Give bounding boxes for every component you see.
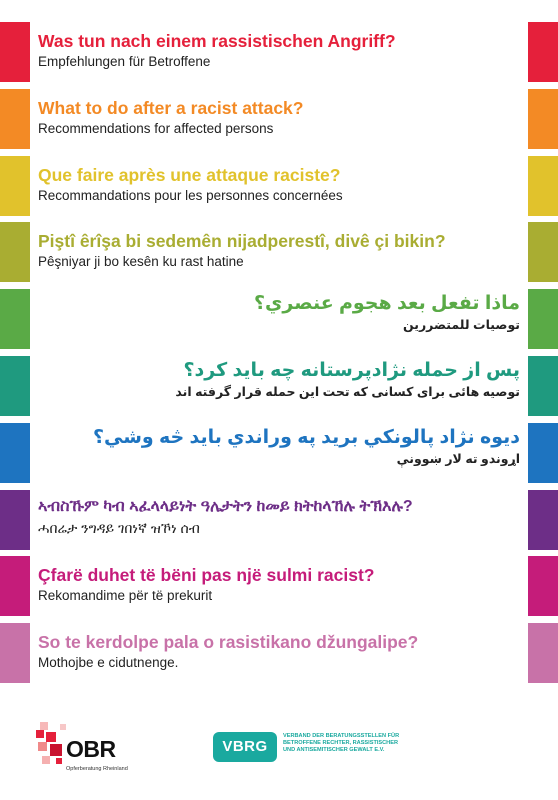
section-title: پس از حمله نژادپرستانه چه باید کرد؟ <box>183 360 520 381</box>
section-row <box>38 496 520 537</box>
color-bar-right <box>528 22 558 82</box>
color-bar-left <box>0 556 30 616</box>
logo-square <box>56 758 62 764</box>
logo-square <box>36 730 44 738</box>
color-bar-right <box>528 222 558 282</box>
vbrg-logo-description: VERBAND DER BERATUNGSSTELLEN FÜR BETROFFENE RECHTER, RASSISTISCHER UND ANTISEMITISCHER GEWALT E.V. <box>283 733 400 753</box>
color-bar-right <box>528 490 558 550</box>
section-row <box>38 360 520 401</box>
section-subtitle: Pêşniyar ji bo kesên ku rast hatine <box>38 254 244 270</box>
logo-square <box>50 744 62 756</box>
section-row <box>38 564 520 605</box>
color-bar-left <box>0 89 30 149</box>
section-row <box>38 293 520 334</box>
section-subtitle: ሓበሬታ ንግዳይ ገበነኛ ዝኾነ ሰብ <box>38 519 200 536</box>
obr-logo <box>36 722 176 782</box>
section-row <box>38 230 520 271</box>
logo-square <box>38 742 47 751</box>
section-subtitle: توصيات للمتضررين <box>403 318 520 333</box>
section-title: Que faire après une attaque raciste? <box>38 164 341 185</box>
section-title: Was tun nach einem rassistischen Angriff? <box>38 31 396 51</box>
color-bar-left <box>0 156 30 216</box>
section-row <box>38 30 520 71</box>
section-title: دیوه نژاد پالونکي برید په وراندي باید څه وشي؟ <box>92 426 520 448</box>
vbrg-logo <box>213 732 400 762</box>
color-bar-right <box>528 556 558 616</box>
section-subtitle: Rekomandime për të prekurit <box>38 588 213 604</box>
section-row <box>38 164 520 205</box>
color-bar-right <box>528 423 558 483</box>
section-subtitle: Recommendations for affected persons <box>38 120 274 136</box>
color-bar-right <box>528 156 558 216</box>
color-bar-left <box>0 289 30 349</box>
logo-square <box>40 722 48 730</box>
obr-logo-caption: Opferberatung Rheinland <box>66 766 128 772</box>
section-title: So te kerdolpe pala o rasistikano džungalipe? <box>38 632 419 653</box>
logo-square <box>42 756 50 764</box>
section-subtitle: Recommandations pour les personnes concernées <box>38 187 343 203</box>
section-title: ኣብስኹም ካብ ኣፈላላይነት ዓሌታትን ከመይ ክትከላኸሉ ትኽእሉ? <box>38 497 413 515</box>
vbrg-logo-box: VBRG <box>213 732 277 762</box>
section-title: Piştî êrîşa bi sedemên nijadperestî, divê çi bikin? <box>38 231 446 252</box>
color-bar-left <box>0 623 30 683</box>
section-subtitle: Empfehlungen für Betroffene <box>38 54 211 69</box>
obr-logo-text: OBR <box>66 736 116 762</box>
color-bar-left <box>0 490 30 550</box>
section-row <box>38 631 520 672</box>
color-bar-right <box>528 89 558 149</box>
section-subtitle: توصیه هائی برای کسانی که تحت این حمله قرار گرفته اند <box>175 385 520 399</box>
section-row <box>38 97 520 138</box>
logo-square <box>60 724 66 730</box>
section-title: What to do after a racist attack? <box>38 97 304 118</box>
color-bar-left <box>0 22 30 82</box>
color-bar-left <box>0 356 30 416</box>
section-subtitle: Mothojbe e cidutnenge. <box>38 655 179 671</box>
section-title: Çfarë duhet të bëni pas një sulmi racist? <box>38 565 375 586</box>
color-bar-right <box>528 289 558 349</box>
section-subtitle: اړوندو ته لار ښوونې <box>396 451 520 466</box>
color-bar-left <box>0 423 30 483</box>
section-title: ماذا تفعل بعد هجوم عنصري؟ <box>253 293 520 315</box>
section-row <box>38 427 520 468</box>
color-bar-right <box>528 623 558 683</box>
color-bar-right <box>528 356 558 416</box>
logo-square <box>46 732 56 742</box>
color-bar-left <box>0 222 30 282</box>
